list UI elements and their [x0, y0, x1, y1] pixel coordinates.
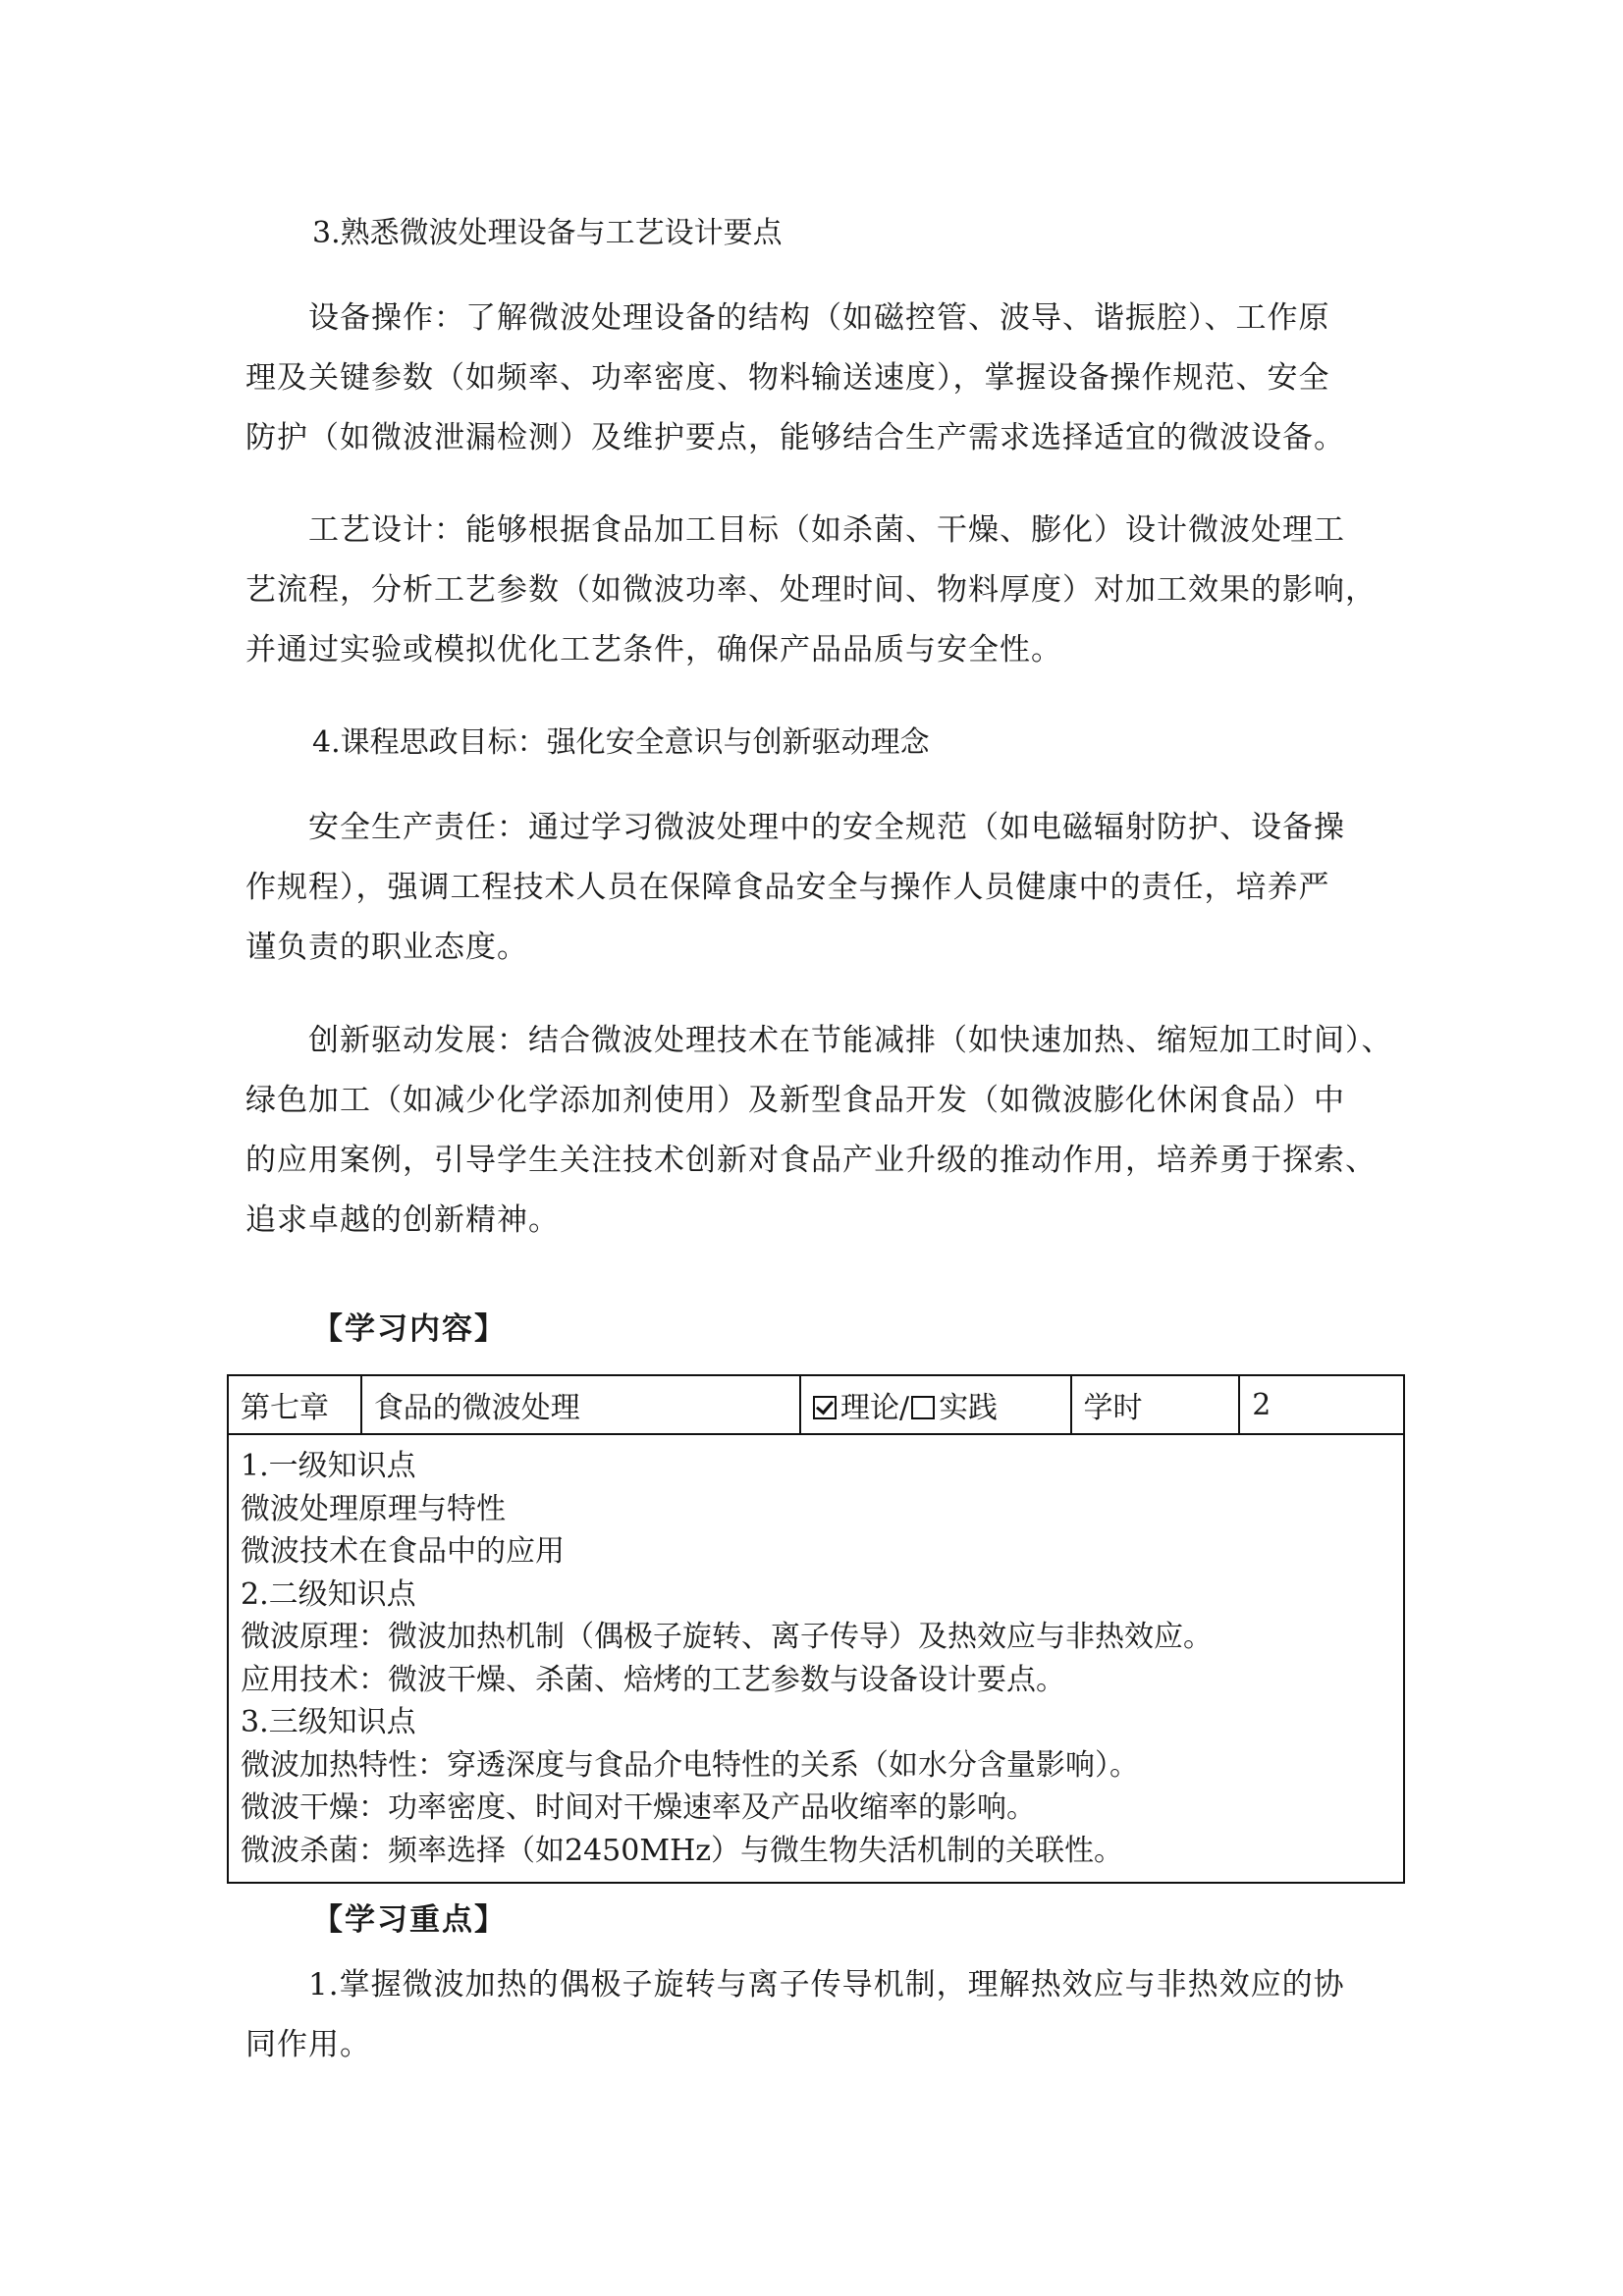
table-content-row [228, 1434, 1404, 1883]
chapter-cell: 第七章 [228, 1375, 361, 1434]
paragraph-line: 绿色加工（如减少化学添加剂使用）及新型食品开发（如微波膨化休闲食品）中 [245, 1083, 1345, 1118]
item4-heading: 4.课程思政目标：强化安全意识与创新驱动理念 [312, 725, 930, 760]
paragraph-line: 工艺设计：能够根据食品加工目标（如杀菌、干燥、膨化）设计微波处理工 [308, 512, 1345, 548]
process-paragraph [245, 501, 1384, 680]
chapter-title-cell: 食品的微波处理 [361, 1375, 800, 1434]
course-content-table [227, 1374, 1405, 1884]
list-item: 微波加热特性：穿透深度与食品介电特性的关系（如水分含量影响）。 [241, 1747, 1139, 1783]
theory-label: 理论/ [839, 1391, 910, 1425]
paragraph-line: 并通过实验或模拟优化工艺条件，确保产品品质与安全性。 [245, 632, 1062, 667]
paragraph-line: 1.掌握微波加热的偶极子旋转与离子传导机制，理解热效应与非热效应的协 [308, 1967, 1345, 2002]
table-header-row [228, 1375, 1404, 1434]
innovation-paragraph [245, 1011, 1393, 1251]
hours-value-cell: 2 [1239, 1375, 1404, 1434]
equipment-paragraph [245, 289, 1384, 468]
course-type-cell [800, 1375, 1071, 1434]
paragraph-line: 作规程），强调工程技术人员在保障食品安全与操作人员健康中的责任，培养严 [245, 870, 1330, 905]
paragraph-line: 追求卓越的创新精神。 [245, 1202, 560, 1238]
list-item: 微波干燥：功率密度、时间对干燥速率及产品收缩率的影响。 [241, 1790, 1036, 1825]
practice-checkbox-icon [911, 1396, 935, 1419]
learning-content-title: 【学习内容】 [312, 1311, 507, 1347]
paragraph-line: 设备操作：了解微波处理设备的结构（如磁控管、波导、谐振腔）、工作原 [308, 300, 1330, 336]
paragraph-line: 防护（如微波泄漏检测）及维护要点，能够结合生产需求选择适宜的微波设备。 [245, 420, 1345, 455]
paragraph-line: 理及关键参数（如频率、功率密度、物料输送速度），掌握设备操作规范、安全 [245, 360, 1330, 396]
paragraph-line: 艺流程，分析工艺参数（如微波功率、处理时间、物料厚度）对加工效果的影响， [245, 572, 1377, 608]
paragraph-line: 谨负责的职业态度。 [245, 930, 528, 965]
theory-checkbox-checked-icon [813, 1396, 837, 1419]
paragraph-line: 同作用。 [245, 2027, 371, 2062]
list-item: 微波杀菌：频率选择（如2450MHz）与微生物失活机制的关联性。 [241, 1833, 1124, 1868]
safety-paragraph [245, 798, 1384, 978]
paragraph-line: 创新驱动发展：结合微波处理技术在节能减排（如快速加热、缩短加工时间）、 [308, 1023, 1393, 1058]
item3-heading: 3.熟悉微波处理设备与工艺设计要点 [312, 216, 783, 250]
paragraph-line: 的应用案例，引导学生关注技术创新对食品产业升级的推动作用，培养勇于探索、 [245, 1143, 1377, 1178]
list-item: 微波原理：微波加热机制（偶极子旋转、离子传导）及热效应与非热效应。 [241, 1620, 1213, 1654]
list-item: 应用技术：微波干燥、杀菌、焙烤的工艺参数与设备设计要点。 [241, 1662, 1065, 1697]
key-point-1-paragraph [245, 1955, 1384, 2075]
hours-label-cell: 学时 [1071, 1375, 1240, 1434]
list-item: 1.一级知识点 [241, 1449, 416, 1483]
paragraph-line: 安全生产责任：通过学习微波处理中的安全规范（如电磁辐射防护、设备操 [308, 810, 1345, 845]
key-points-title: 【学习重点】 [312, 1902, 507, 1938]
knowledge-points-cell [228, 1434, 1404, 1883]
list-item: 3.三级知识点 [241, 1705, 416, 1739]
list-item: 微波技术在食品中的应用 [241, 1534, 565, 1569]
practice-label: 实践 [939, 1391, 999, 1425]
list-item: 2.二级知识点 [241, 1576, 416, 1612]
list-item: 微波处理原理与特性 [241, 1491, 506, 1526]
